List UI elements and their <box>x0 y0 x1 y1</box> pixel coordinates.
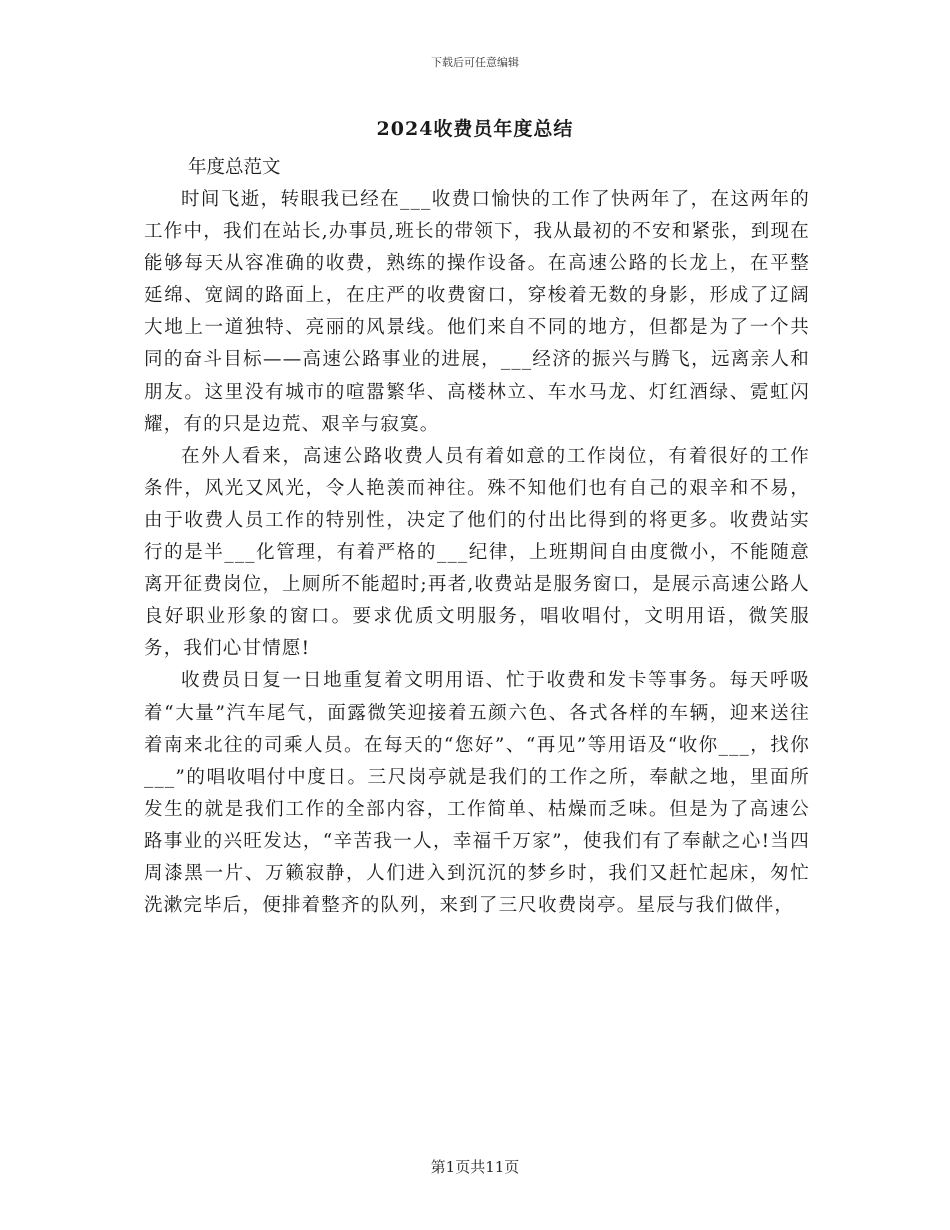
paragraph-2: 在外人看来，高速公路收费人员有着如意的工作岗位，有着很好的工作条件，风光又风光，令人艳羡而神往。殊不知他们也有自己的艰辛和不易，由于收费人员工作的特别性，决定了他们的付出比得到的将更多。收费站实行的是半___化管理，有着严格的___纪律，上班期间自由度微小，不能随意离开征费岗位，上厕所不能超时;再者,收费站是服务窗口，是展示高速公路人良好职业形象的窗口。要求优质文明服务，唱收唱付，文明用语，微笑服务，我们心甘情愿! <box>144 445 810 660</box>
header-note: 下载后可任意编辑 <box>431 56 519 69</box>
paragraph-3: 收费员日复一日地重复着文明用语、忙于收费和发卡等事务。每天呼吸着“大量”汽车尾气，面露微笑迎接着五颜六色、各式各样的车辆，迎来送往着南来北往的司乘人员。在每天的“您好”、“再见”等用语及“收你___，找你___”的唱收唱付中度日。三尺岗亭就是我们的工作之所，奉献之地，里面所发生的就是我们工作的全部内容，工作简单、枯燥而乏味。但是为了高速公路事业的兴旺发达，“辛苦我一人，幸福千万家”，使我们有了奉献之心!当四周漆黑一片、万籁寂静，人们进入到沉沉的梦乡时，我们又赶忙起床，匆忙洗漱完毕后，便排着整齐的队列，来到了三尺收费岗亭。星辰与我们做伴， <box>144 670 810 917</box>
body-text <box>144 184 810 922</box>
document-title: 2024收费员年度总结 <box>376 118 574 140</box>
paragraph-1: 时间飞逝，转眼我已经在___收费口愉快的工作了快两年了，在这两年的工作中，我们在站长,办事员,班长的带领下，我从最初的不安和紧张，到现在能够每天从容准确的收费，熟练的操作设备。在高速公路的长龙上，在平整延绵、宽阔的路面上，在庄严的收费窗口，穿梭着无数的身影，形成了辽阔大地上一道独特、亮丽的风景线。他们来自不同的地方，但都是为了一个共同的奋斗目标——高速公路事业的进展，___经济的振兴与腾飞，远离亲人和朋友。这里没有城市的喧嚣繁华、高楼林立、车水马龙、灯红酒绿、霓虹闪耀，有的只是边荒、艰辛与寂寞。 <box>144 189 810 435</box>
page-footer: 第1页共11页 <box>430 1158 520 1176</box>
document-subtitle: 年度总范文 <box>188 157 281 178</box>
